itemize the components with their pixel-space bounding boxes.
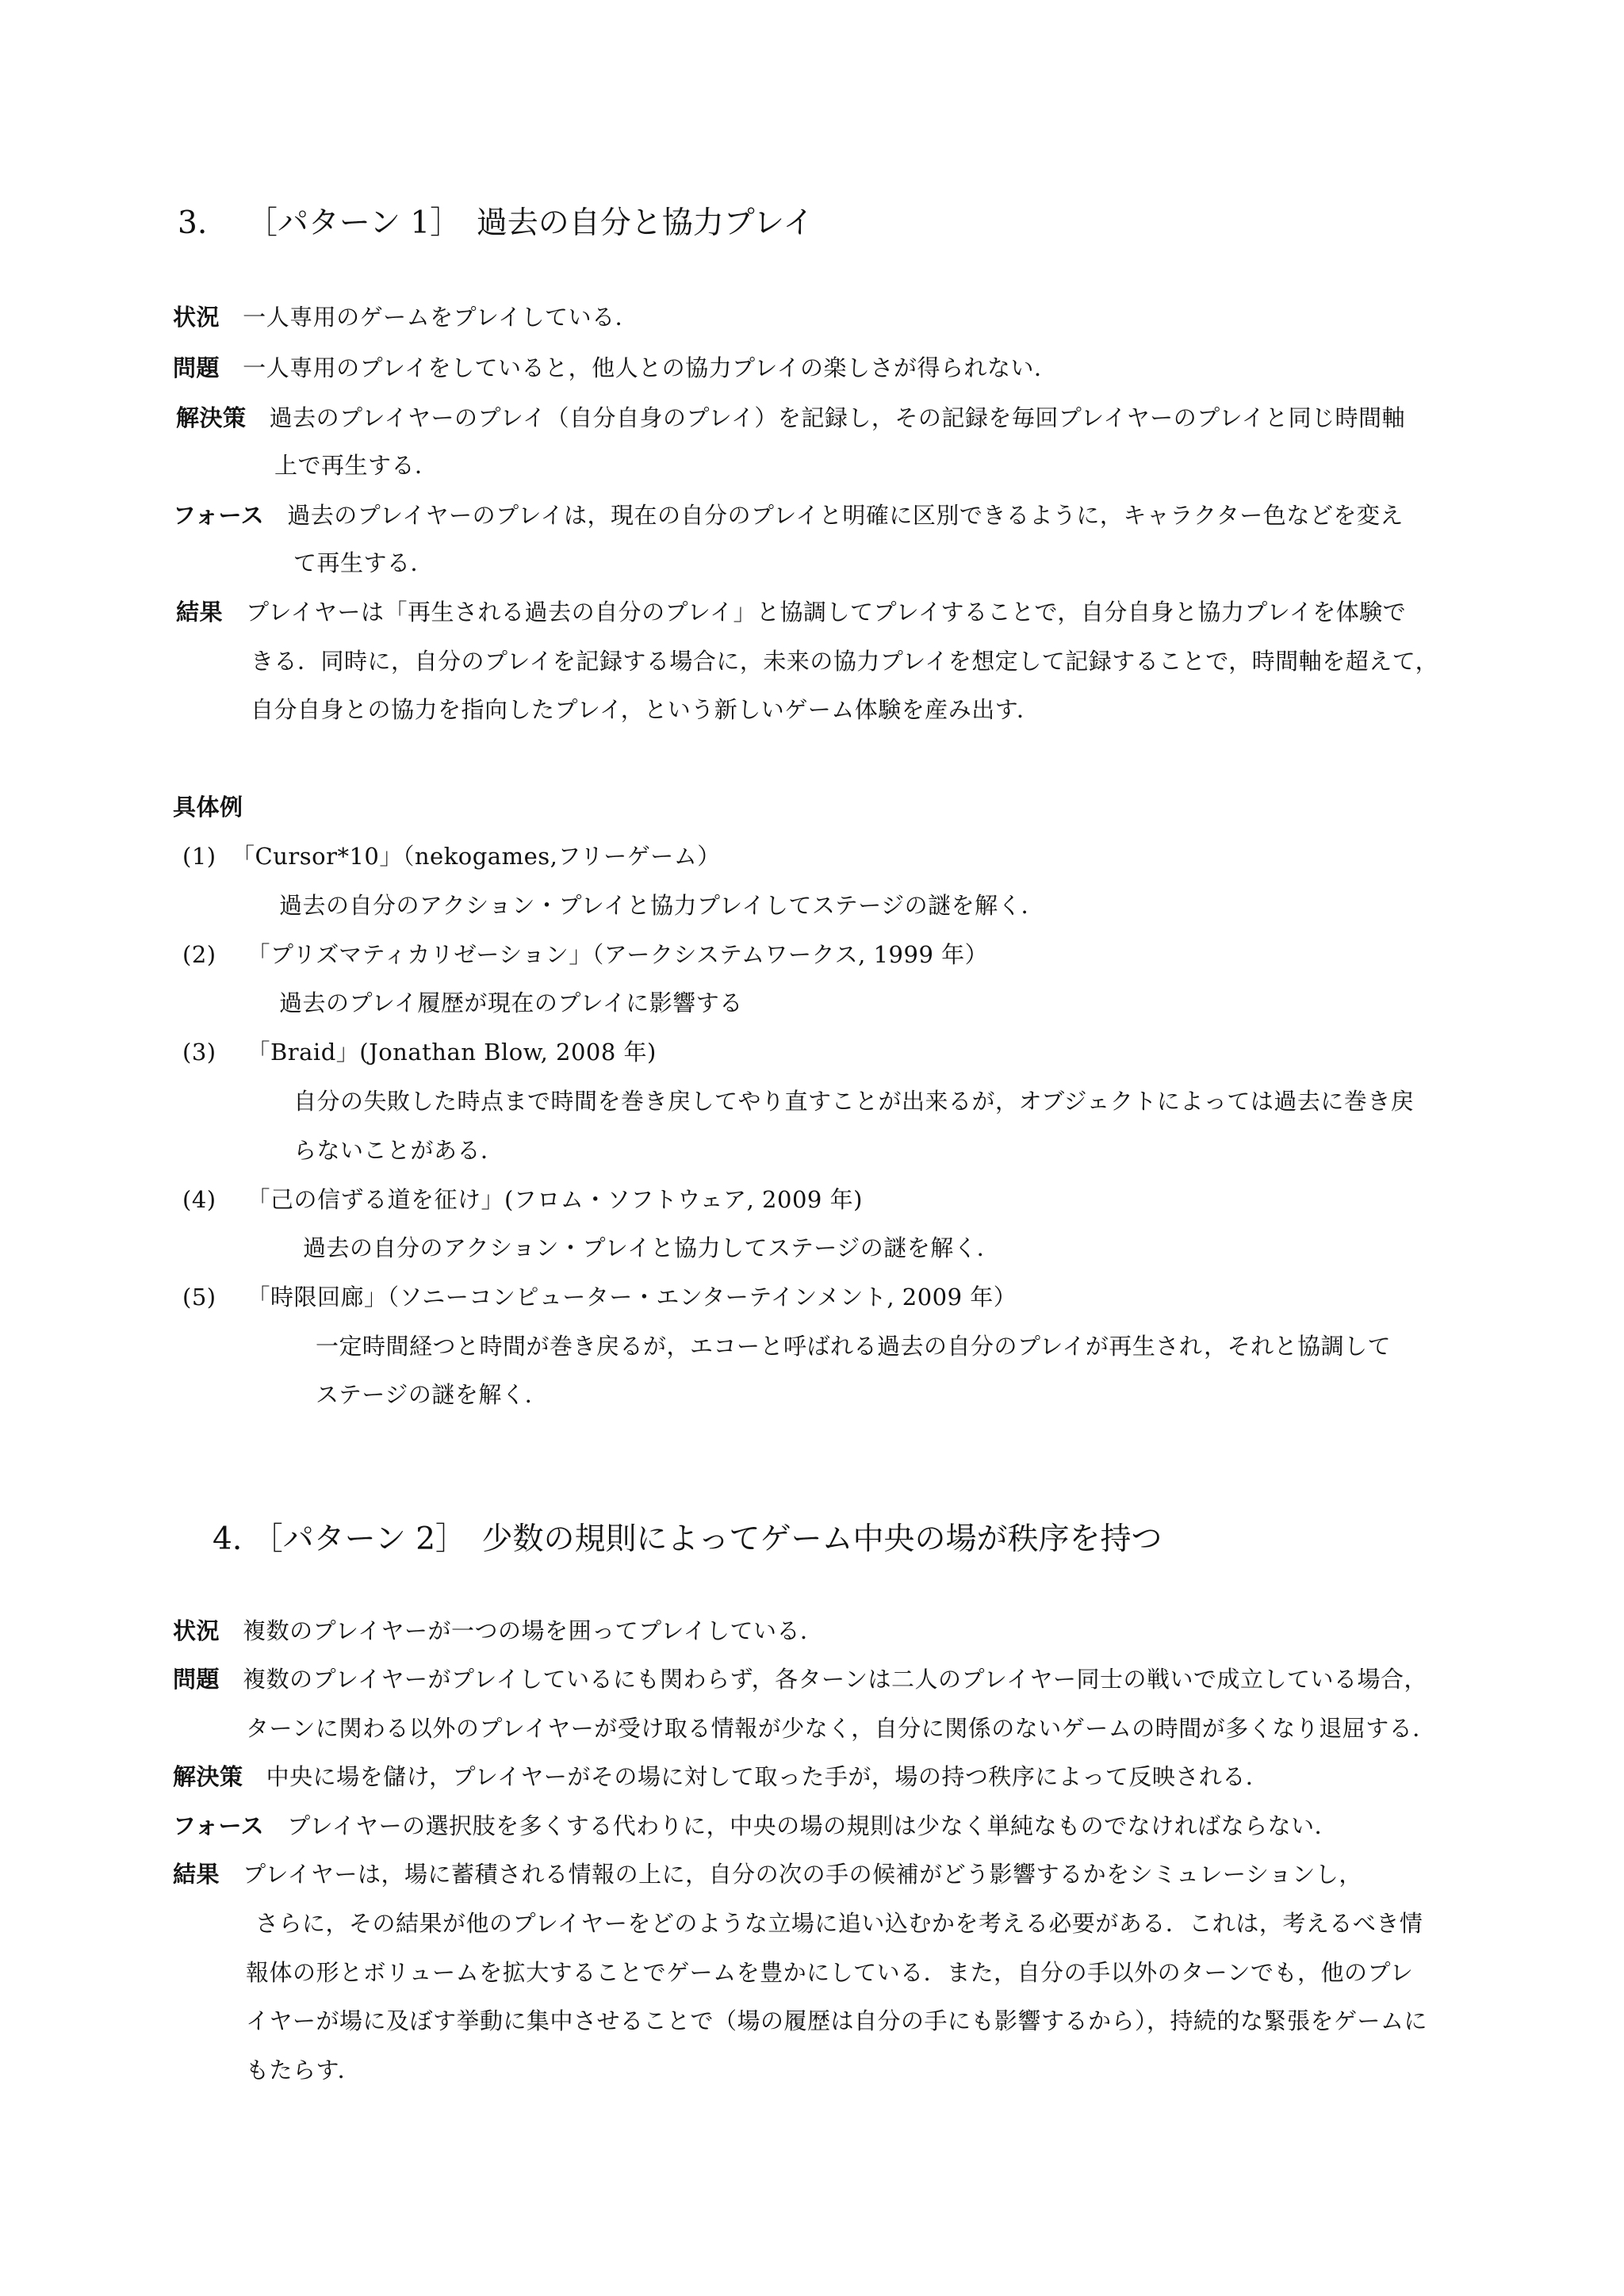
example-2 — [182, 937, 988, 970]
s3-examples-heading: 具体例 — [173, 794, 243, 821]
example-5-desc-2: ステージの謎を解く． — [316, 1381, 549, 1408]
example-4-number: (4) — [182, 1186, 216, 1213]
s4-result — [173, 1857, 1362, 1889]
s4-force-text: プレイヤーの選択肢を多くする代わりに，中央の場の規則は少なく単純なものでなければならない． — [287, 1812, 1339, 1839]
s4-result-label: 結果 — [173, 1861, 220, 1888]
example-1-desc: 過去の自分のアクション・プレイと協力プレイしてステージの謎を解く． — [279, 892, 1045, 919]
s4-problem — [173, 1662, 1427, 1694]
s4-result-line-2: さらに，その結果が他のプレイヤーをどのような立場に追い込むかを考える必要がある．これは，考えるべき情 — [255, 1910, 1423, 1937]
s4-result-line-5: もたらす． — [246, 2057, 362, 2084]
s4-solution-label: 解決策 — [173, 1763, 243, 1790]
s3-situation-text: 一人専用のゲームをプレイしている． — [243, 304, 639, 331]
section-3-number: 3. — [178, 205, 208, 241]
s4-force — [173, 1808, 1338, 1841]
s3-situation — [173, 300, 638, 332]
example-5-number: (5) — [182, 1284, 216, 1311]
example-3-title: 「Braid」(Jonathan Blow, 2008 年) — [247, 1039, 657, 1066]
s4-situation — [173, 1613, 823, 1646]
example-2-number: (2) — [182, 941, 216, 968]
example-1-title: 「Cursor*10」（nekogames,フリーゲーム） — [232, 843, 721, 870]
example-4-title: 「己の信ずる道を征け」(フロム・ソフトウェア, 2009 年) — [247, 1186, 863, 1213]
s4-result-line-1: プレイヤーは，場に蓄積される情報の上に，自分の次の手の候補がどう影響するかをシミュレーションし， — [243, 1861, 1362, 1888]
example-3 — [182, 1035, 657, 1067]
section-3-heading — [178, 198, 814, 243]
s3-solution-line-2: 上で再生する． — [274, 452, 439, 479]
s3-force-line-1: 過去のプレイヤーのプレイは，現在の自分のプレイと明確に区別できるように，キャラクター色などを変え — [287, 502, 1404, 529]
example-5-desc-1: 一定時間経つと時間が巻き戻るが，エコーと呼ばれる過去の自分のプレイが再生され，それと協調して — [316, 1333, 1392, 1360]
s3-problem-text: 一人専用のプレイをしていると，他人との協力プレイの楽しさが得られない． — [243, 354, 1058, 381]
s3-result — [176, 595, 1406, 627]
s3-result-label: 結果 — [176, 599, 224, 626]
example-5 — [182, 1280, 1017, 1312]
s4-problem-line-2: ターンに関わる以外のプレイヤーが受け取る情報が少なく，自分に関係のないゲームの時間が多くなり退屈する． — [246, 1715, 1436, 1742]
example-4-desc: 過去の自分のアクション・プレイと協力してステージの謎を解く． — [303, 1234, 1001, 1261]
s4-solution — [173, 1759, 1269, 1792]
s4-result-line-4: イヤーが場に及ぼす挙動に集中させることで（場の履歴は自分の手にも影響するから），持続的な緊張をゲームに — [246, 2007, 1428, 2034]
s3-result-line-1: プレイヤーは「再生される過去の自分のプレイ」と協調してプレイすることで，自分自身と協力プレイを体験で — [246, 599, 1407, 626]
s3-solution-line-1: 過去のプレイヤーのプレイ（自分自身のプレイ）を記録し，その記録を毎回プレイヤーのプレイと同じ時間軸 — [269, 404, 1406, 431]
example-2-title: 「プリズマティカリゼーション」（アークシステムワークス, 1999 年） — [247, 941, 989, 968]
s3-problem-label: 問題 — [173, 354, 220, 381]
s4-problem-label: 問題 — [173, 1666, 220, 1693]
s4-force-label: フォース — [173, 1812, 265, 1839]
s3-result-line-3: 自分自身との協力を指向したプレイ，という新しいゲーム体験を産み出す． — [251, 696, 1040, 723]
example-4 — [182, 1182, 863, 1215]
example-3-desc-2: らないことがある． — [293, 1137, 504, 1164]
s4-result-line-3: 報体の形とボリュームを拡大することでゲームを豊かにしている．また，自分の手以外のターンでも，他のプレ — [246, 1959, 1414, 1986]
s3-situation-label: 状況 — [173, 304, 220, 331]
example-2-desc: 過去のプレイ履歴が現在のプレイに影響する — [279, 989, 743, 1016]
section-4-heading — [213, 1514, 1162, 1559]
s3-result-line-2: きる．同時に，自分のプレイを記録する場合に，未来の協力プレイを想定して記録することで，時間軸を超えて， — [251, 648, 1439, 675]
s3-force-label: フォース — [173, 502, 265, 529]
s3-solution — [176, 400, 1405, 433]
example-3-number: (3) — [182, 1039, 216, 1066]
s4-problem-line-1: 複数のプレイヤーがプレイしているにも関わらず，各ターンは二人のプレイヤー同士の戦いで成立している場合， — [243, 1666, 1427, 1693]
example-1 — [182, 839, 721, 871]
example-1-number: (1) — [182, 843, 216, 870]
s3-force — [173, 498, 1404, 530]
s3-problem — [173, 350, 1057, 383]
s4-solution-text: 中央に場を儲け，プレイヤーがその場に対して取った手が，場の持つ秩序によって反映される． — [266, 1763, 1270, 1790]
s3-force-line-2: て再生する． — [293, 549, 435, 576]
section-4-number: 4. — [213, 1521, 243, 1557]
s4-situation-text: 複数のプレイヤーが一つの場を囲ってプレイしている． — [243, 1617, 824, 1644]
s3-solution-label: 解決策 — [176, 404, 247, 431]
section-4-title: ［パターン 2］ 少数の規則によってゲーム中央の場が秩序を持つ — [251, 1521, 1162, 1557]
s4-situation-label: 状況 — [173, 1617, 220, 1644]
section-3-title: ［パターン 1］ 過去の自分と協力プレイ — [246, 205, 814, 241]
example-3-desc-1: 自分の失敗した時点まで時間を巻き戻してやり直すことが出来るが，オブジェクトによっては過去に巻き戻 — [293, 1088, 1415, 1115]
example-5-title: 「時限回廊」（ソニーコンピューター・エンターテインメント, 2009 年） — [247, 1284, 1017, 1311]
